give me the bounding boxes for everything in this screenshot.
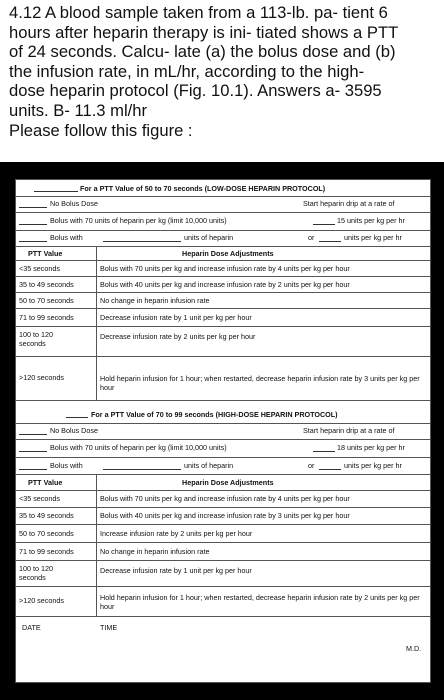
dose-adjustment: Bolus with 40 units per kg and increase infusion rate by 2 units per kg per hour: [100, 280, 350, 289]
checkbox-blank: [19, 443, 47, 452]
dose-adjustment: No change in heparin infusion rate: [100, 296, 210, 305]
dose-adjustment: Decrease infusion rate by 1 unit per kg per hour: [100, 566, 252, 575]
units-kg-hr-label: units per kg per hr: [344, 461, 402, 470]
start-drip-label: Start heparin drip at a rate of: [303, 426, 395, 435]
dose-adjustment: Decrease infusion rate by 2 units per kg per hour: [100, 332, 256, 341]
dose-adjustment: Bolus with 70 units per kg and increase infusion rate by 4 units per kg per hour: [100, 264, 350, 273]
time-label: TIME: [100, 623, 118, 632]
or-label: or: [308, 461, 315, 470]
units-blank: [103, 233, 181, 242]
ptt-value: 100 to 120 seconds: [19, 330, 53, 348]
ptt-value: 35 to 49 seconds: [19, 280, 74, 289]
rate-blank: [319, 461, 341, 470]
question-line: dose heparin protocol (Fig. 10.1). Answers a- 3595: [9, 81, 382, 101]
checkbox-blank: [19, 426, 47, 435]
question-line: Please follow this figure :: [9, 120, 193, 140]
low-dose-title: For a PTT Value of 50 to 70 seconds (LOW-DOSE HEPARIN PROTOCOL): [80, 184, 326, 193]
question-line: of 24 seconds. Calcu- late (a) the bolus dose and (b): [9, 42, 396, 62]
units-heparin-label: units of heparin: [184, 233, 234, 242]
dose-adjustment: Bolus with 70 units per kg and increase infusion rate by 4 units per kg per hour: [100, 494, 350, 503]
ptt-value: 71 to 99 seconds: [19, 313, 74, 322]
no-bolus-label: No Bolus Dose: [50, 199, 98, 208]
col-adj-header: Heparin Dose Adjustments: [182, 478, 274, 487]
high-dose-title: For a PTT Value of 70 to 99 seconds (HIGH-DOSE HEPARIN PROTOCOL): [91, 410, 338, 419]
question-text: [0, 0, 444, 162]
ptt-value: <35 seconds: [19, 264, 60, 273]
dose-adjustment: Bolus with 40 units per kg and increase infusion rate by 3 units per kg per hour: [100, 511, 350, 520]
bolus-70-label: Bolus with 70 units of heparin per kg (limit 10,000 units): [50, 216, 227, 225]
date-label: DATE: [22, 623, 41, 632]
dose-adjustment: Hold heparin infusion for 1 hour; when restarted, decrease heparin infusion rate by 3 units per kg per hour: [100, 374, 420, 392]
or-label: or: [308, 233, 315, 242]
ptt-value: 100 to 120 seconds: [19, 564, 53, 582]
ptt-value: 71 to 99 seconds: [19, 547, 74, 556]
low-dose-blank: [34, 183, 78, 192]
col-ptt-header: PTT Value: [28, 249, 63, 258]
checkbox-blank: [19, 461, 47, 470]
bolus-with-label: Bolus with: [50, 461, 83, 470]
col-adj-header: Heparin Dose Adjustments: [182, 249, 274, 258]
ptt-value: >120 seconds: [19, 596, 64, 605]
ptt-value: <35 seconds: [19, 494, 60, 503]
dose-adjustment: Hold heparin infusion for 1 hour; when restarted, decrease heparin infusion rate by 2 units per kg per hour: [100, 593, 420, 611]
question-line: 4.12 A blood sample taken from a 113-lb. pa- tient 6: [9, 3, 388, 22]
dose-adjustment: Decrease infusion rate by 1 unit per kg per hour: [100, 313, 252, 322]
units-blank: [103, 461, 181, 470]
question-line: the infusion rate, in mL/hr, according to the high-: [9, 61, 365, 81]
rate-blank: [319, 233, 341, 242]
col-ptt-header: PTT Value: [28, 478, 63, 487]
start-rate-value: 18 units per kg per hr: [337, 443, 405, 452]
no-bolus-label: No Bolus Dose: [50, 426, 98, 435]
start-drip-label: Start heparin drip at a rate of: [303, 199, 395, 208]
ptt-value: >120 seconds: [19, 373, 64, 382]
checkbox-blank: [19, 216, 47, 225]
checkbox-blank: [19, 199, 47, 208]
bolus-with-label: Bolus with: [50, 233, 83, 242]
heparin-protocol-form: [15, 179, 431, 683]
start-rate-value: 15 units per kg per hr: [337, 216, 405, 225]
high-dose-blank: [66, 409, 88, 418]
ptt-value: 35 to 49 seconds: [19, 511, 74, 520]
question-line: hours after heparin therapy is ini- tiated shows a PTT: [9, 22, 399, 42]
rate-blank: [313, 216, 335, 225]
units-kg-hr-label: units per kg per hr: [344, 233, 402, 242]
dose-adjustment: Increase infusion rate by 2 units per kg per hour: [100, 529, 253, 538]
checkbox-blank: [19, 233, 47, 242]
bolus-70-label: Bolus with 70 units of heparin per kg (limit 10,000 units): [50, 443, 227, 452]
md-signature-label: M.D.: [406, 644, 422, 653]
dose-adjustment: No change in heparin infusion rate: [100, 547, 210, 556]
question-line: units. B- 11.3 ml/hr: [9, 100, 148, 120]
units-heparin-label: units of heparin: [184, 461, 234, 470]
rate-blank: [313, 443, 335, 452]
ptt-value: 50 to 70 seconds: [19, 529, 74, 538]
ptt-value: 50 to 70 seconds: [19, 296, 74, 305]
